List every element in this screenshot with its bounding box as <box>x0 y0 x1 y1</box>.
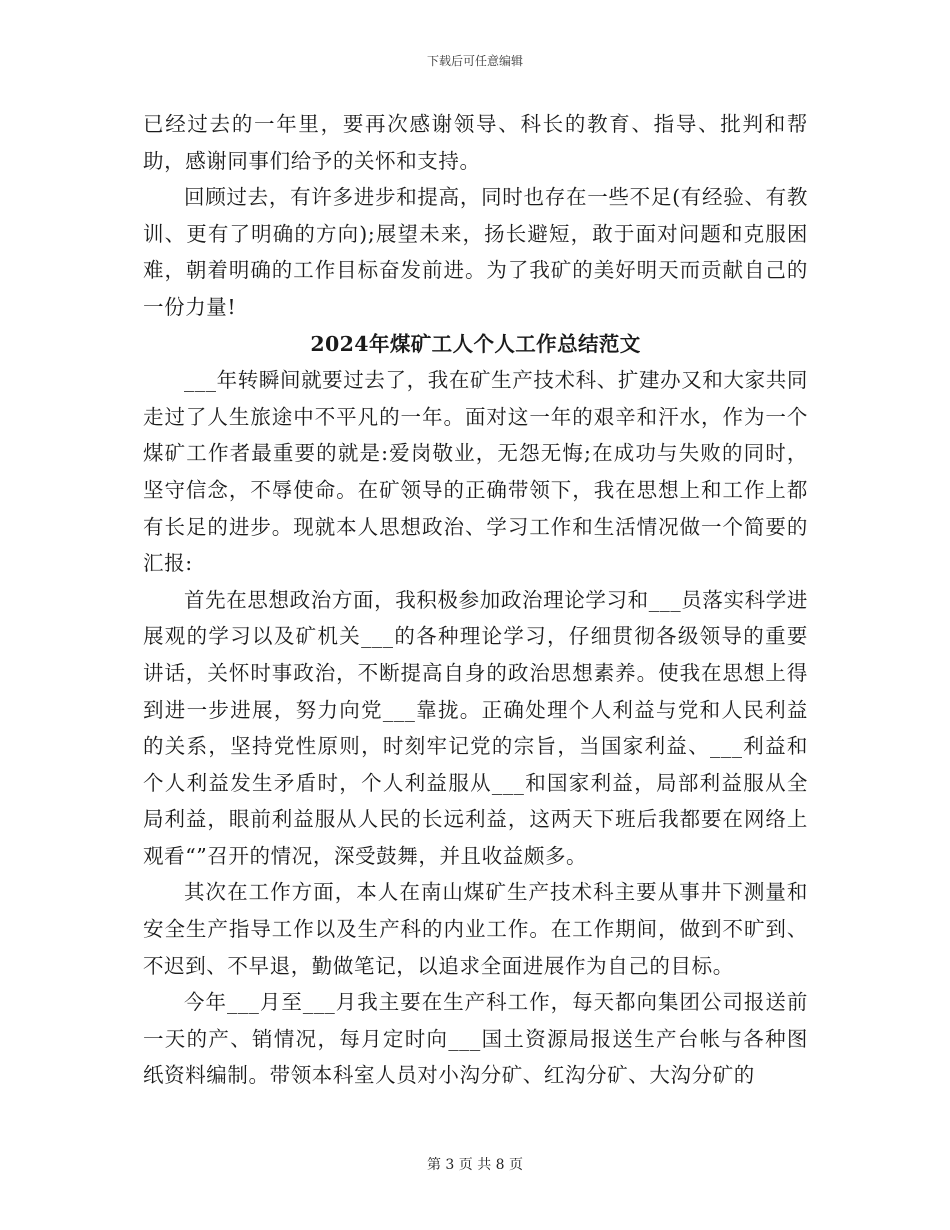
paragraph-review: 回顾过去，有许多进步和提高，同时也存在一些不足(有经验、有教训、更有了明确的方向);展望未来，扬长避短，敢于面对问题和克服困难，朝着明确的工作目标奋发前进。为了我矿的美好明天而贡献自己的一份力量! <box>143 185 808 319</box>
document-body <box>143 106 808 1094</box>
paragraph-intro: ___年转瞬间就要过去了，我在矿生产技术科、扩建办又和大家共同走过了人生旅途中不平凡的一年。面对这一年的艰辛和汗水，作为一个煤矿工作者最重要的就是:爱岗敬业，无怨无悔;在成功与失败的同时，坚守信念，不辱使命。在矿领导的正确带领下，我在思想上和工作上都有长足的进步。现就本人思想政治、学习工作和生活情况做一个简要的汇报: <box>143 368 808 576</box>
section-title: 2024年煤矿工人个人工作总结范文 <box>310 331 641 356</box>
page-number: 第 3 页 共 8 页 <box>426 1157 524 1173</box>
paragraph-political: 首先在思想政治方面，我积极参加政治理论学习和___员落实科学进展观的学习以及矿机关___的各种理论学习，仔细贯彻各级领导的重要讲话，关怀时事政治，不断提高自身的政治思想素养。使我在思想上得到进一步进展，努力向党___靠拢。正确处理个人利益与党和人民利益的关系，坚持党性原则，时刻牢记党的宗旨，当国家利益、___利益和个人利益发生矛盾时，个人利益服从___和国家利益，局部利益服从全局利益，眼前利益服从人民的长远利益，这两天下班后我都要在网络上观看“”召开的情况，深受鼓舞，并且收益颇多。 <box>143 587 808 868</box>
paragraph-work: 其次在工作方面，本人在南山煤矿生产技术科主要从事井下测量和安全生产指导工作以及生产科的内业工作。在工作期间，做到不旷到、不迟到、不早退，勤做笔记，以追求全面进展作为自己的目标。 <box>143 880 808 978</box>
paragraph-production: 今年___月至___月我主要在生产科工作，每天都向集团公司报送前一天的产、销情况，每月定时向___国土资源局报送生产台帐与各种图纸资料编制。带领本科室人员对小沟分矿、红沟分矿、大沟分矿的 <box>143 990 808 1088</box>
page-header-note: 下载后可任意编辑 <box>426 54 523 68</box>
paragraph-continuation: 已经过去的一年里，要再次感谢领导、科长的教育、指导、批判和帮助，感谢同事们给予的关怀和支持。 <box>143 112 808 173</box>
